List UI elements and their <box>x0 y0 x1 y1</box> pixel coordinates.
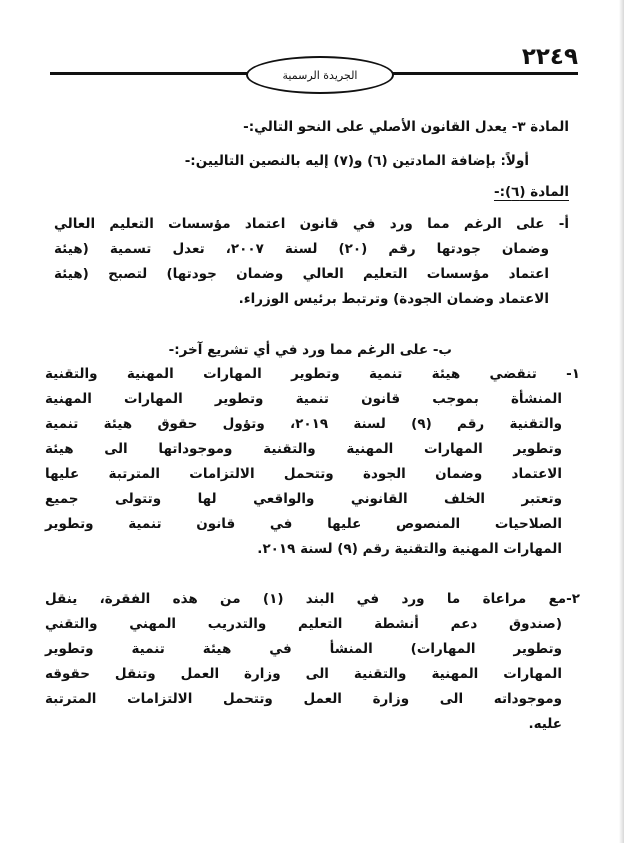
clause-a-line: الاعتماد وضمان الجودة) وترتبط برئيس الوزراء. <box>238 291 549 307</box>
clause-a <box>54 212 569 312</box>
item-2 <box>45 587 580 737</box>
clause-a-line: أ- على الرغم مما ورد في قانون اعتماد مؤسسات التعليم العالي <box>54 216 569 232</box>
article-6-heading: المادة (٦):- <box>493 184 569 200</box>
article-3-heading: المادة ٣- يعدل القانون الأصلي على النحو التالي:- <box>243 119 569 135</box>
item-1-line: المهارات المهنية والتقنية رقم (٩) لسنة ٢٠١٩. <box>257 541 562 557</box>
first-amendment-intro: أولاً: بإضافة المادتين (٦) و(٧) إليه بالنصين التاليين:- <box>184 153 529 169</box>
item-2-line: (صندوق دعم أنشطة التعليم والتدريب المهني والتقني <box>45 616 562 632</box>
item-2-line: وموجوداته الى وزارة العمل وتتحمل الالتزامات المترتبة <box>45 691 562 707</box>
gazette-name-oval <box>246 56 394 94</box>
gazette-name: الجريدة الرسمية <box>282 68 358 82</box>
page-number: ٢٢٤٩ <box>521 44 578 70</box>
item-2-line: المهارات المهنية والتقنية الى وزارة العمل وتنقل حقوقه <box>45 666 562 682</box>
clause-a-line: اعتماد مؤسسات التعليم العالي وضمان جودتها) لتصبح (هيئة <box>54 266 549 282</box>
item-2-line: عليه. <box>528 716 562 732</box>
item-2-line: ٢-مع مراعاة ما ورد في البند (١) من هذه الفقرة، ينقل <box>45 591 581 607</box>
item-1-line: والتقنية رقم (٩) لسنة ٢٠١٩، وتؤول حقوق هيئة تنمية <box>45 416 562 432</box>
page-edge-shadow <box>619 0 624 843</box>
item-1 <box>45 362 580 562</box>
item-1-line: الصلاحيات المنصوص عليها في قانون تنمية وتطوير <box>45 516 562 532</box>
item-1-line: وتعتبر الخلف القانوني والواقعي لها وتتولى جميع <box>45 491 562 507</box>
item-1-line: الاعتماد وضمان الجودة وتتحمل الالتزامات المترتبة عليها <box>45 466 562 482</box>
item-1-line: وتطوير المهارات المهنية والتقنية وموجوداتها الى هيئة <box>45 441 562 457</box>
item-1-line: ١- تنقضي هيئة تنمية وتطوير المهارات المهنية والتقنية <box>45 366 580 382</box>
clause-b-heading: ب- على الرغم مما ورد في أي تشريع آخر:- <box>168 342 452 358</box>
clause-a-line: وضمان جودتها رقم (٢٠) لسنة ٢٠٠٧، تعدل تسمية (هيئة <box>54 241 549 257</box>
item-2-line: وتطوير المهارات) المنشأ في هيئة تنمية وتطوير <box>45 641 562 657</box>
item-1-line: المنشأة بموجب قانون تنمية وتطوير المهارات المهنية <box>45 391 562 407</box>
